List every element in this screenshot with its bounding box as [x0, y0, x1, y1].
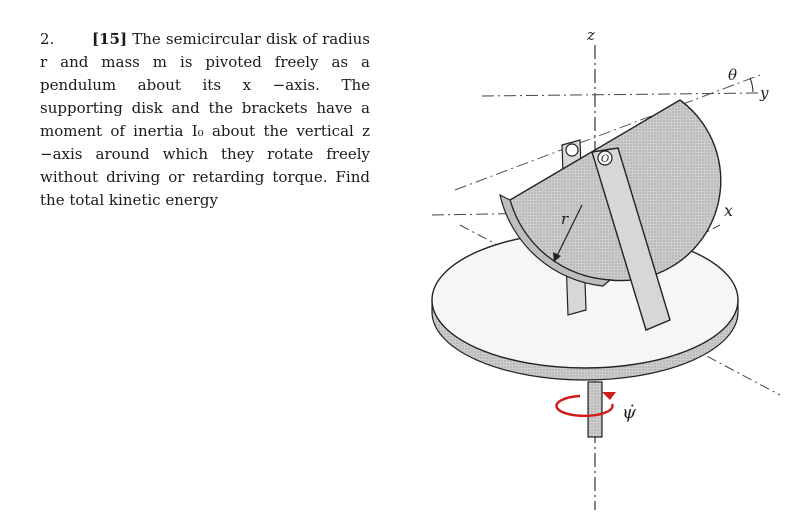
problem-statement — [40, 28, 370, 212]
problem-text: The semicircular disk of radius r and mass m is pivoted freely as a pendulum about its x −axis. The supporting disk and the brackets have a moment of inertia I₀ about the vertical z −axis around which they rotate freely without driving or retarding torque. Find the total kinetic energy — [40, 30, 370, 209]
y-axis-label: y — [760, 84, 769, 102]
y-axis — [482, 93, 760, 96]
shaft — [588, 382, 602, 437]
rear-bracket-pin — [566, 144, 578, 156]
origin-label: O — [601, 154, 610, 165]
psi-dot-label: ψ̇ — [622, 402, 637, 423]
theta-label: θ — [728, 66, 738, 84]
problem-number: 2. — [40, 30, 55, 48]
rotation-arrowhead — [602, 392, 616, 400]
x-axis-label: x — [724, 201, 734, 220]
z-axis-label: z — [587, 26, 595, 44]
problem-points: [15] — [92, 30, 128, 48]
radius-label: r — [561, 210, 569, 228]
rotation-arrow — [556, 396, 612, 416]
theta-arc — [750, 78, 753, 92]
pendulum-figure — [420, 0, 795, 517]
